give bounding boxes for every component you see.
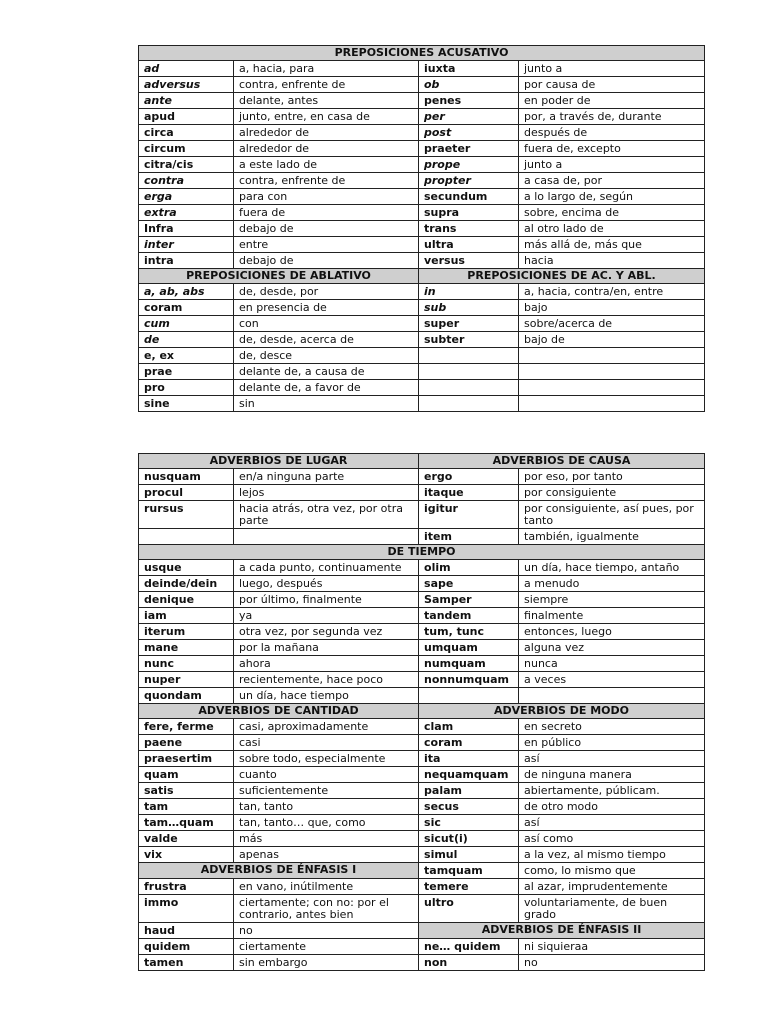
definition-cell: por consiguiente, así pues, por tanto xyxy=(519,501,705,529)
table-row xyxy=(139,640,705,656)
definition-cell: no xyxy=(234,923,419,939)
term-cell: super xyxy=(419,316,519,332)
term-cell: coram xyxy=(419,735,519,751)
term-cell: nequamquam xyxy=(419,767,519,783)
definition-cell: de otro modo xyxy=(519,799,705,815)
header-causa: ADVERBIOS DE CAUSA xyxy=(419,454,705,469)
definition-cell: como, lo mismo que xyxy=(519,863,705,879)
table-row xyxy=(139,815,705,831)
definition-cell: al otro lado de xyxy=(519,221,705,237)
definition-cell: alrededor de xyxy=(234,125,419,141)
definition-cell: siempre xyxy=(519,592,705,608)
table-row xyxy=(139,767,705,783)
definition-cell: entre xyxy=(234,237,419,253)
definition-cell: abiertamente, públicam. xyxy=(519,783,705,799)
term-cell: igitur xyxy=(419,501,519,529)
definition-cell: de, desce xyxy=(234,348,419,364)
header-row xyxy=(139,269,705,284)
definition-cell: suficientemente xyxy=(234,783,419,799)
header-lugar: ADVERBIOS DE LUGAR xyxy=(139,454,419,469)
term-cell: iam xyxy=(139,608,234,624)
term-cell: sicut(i) xyxy=(419,831,519,847)
prepositions-table xyxy=(138,45,705,412)
term-cell: coram xyxy=(139,300,234,316)
term-cell: iterum xyxy=(139,624,234,640)
term-cell: circa xyxy=(139,125,234,141)
definition-cell: después de xyxy=(519,125,705,141)
header-modo: ADVERBIOS DE MODO xyxy=(419,704,705,719)
header-cantidad: ADVERBIOS DE CANTIDAD xyxy=(139,704,419,719)
table-row xyxy=(139,576,705,592)
header-row xyxy=(139,454,705,469)
term-cell: ob xyxy=(419,77,519,93)
table-row xyxy=(139,879,705,895)
definition-cell: sobre/acerca de xyxy=(519,316,705,332)
table-row xyxy=(139,672,705,688)
table-row xyxy=(139,735,705,751)
definition-cell: a casa de, por xyxy=(519,173,705,189)
definition-cell: delante de, a causa de xyxy=(234,364,419,380)
term-cell xyxy=(419,396,519,412)
header-ac-abl: PREPOSICIONES DE AC. Y ABL. xyxy=(419,269,705,284)
term-cell: intra xyxy=(139,253,234,269)
table-row xyxy=(139,656,705,672)
term-cell: erga xyxy=(139,189,234,205)
table-row xyxy=(139,592,705,608)
term-cell: adversus xyxy=(139,77,234,93)
definition-cell: cuanto xyxy=(234,767,419,783)
term-cell xyxy=(419,364,519,380)
term-cell: prope xyxy=(419,157,519,173)
definition-cell: sobre todo, especialmente xyxy=(234,751,419,767)
header-ablativo: PREPOSICIONES DE ABLATIVO xyxy=(139,269,419,284)
term-cell: satis xyxy=(139,783,234,799)
definition-cell: en secreto xyxy=(519,719,705,735)
definition-cell: a veces xyxy=(519,672,705,688)
term-cell: quam xyxy=(139,767,234,783)
term-cell: secus xyxy=(419,799,519,815)
term-cell: sub xyxy=(419,300,519,316)
term-cell: propter xyxy=(419,173,519,189)
term-cell: apud xyxy=(139,109,234,125)
definition-cell: alguna vez xyxy=(519,640,705,656)
term-cell xyxy=(139,529,234,545)
term-cell: olim xyxy=(419,560,519,576)
definition-cell: apenas xyxy=(234,847,419,863)
definition-cell: ciertamente xyxy=(234,939,419,955)
definition-cell: en presencia de xyxy=(234,300,419,316)
definition-cell: debajo de xyxy=(234,221,419,237)
term-cell: nunc xyxy=(139,656,234,672)
term-cell: a, ab, abs xyxy=(139,284,234,300)
definition-cell: junto, entre, en casa de xyxy=(234,109,419,125)
table-row xyxy=(139,109,705,125)
term-cell: itaque xyxy=(419,485,519,501)
term-cell: tum, tunc xyxy=(419,624,519,640)
term-cell: tamquam xyxy=(419,863,519,879)
definition-cell: junto a xyxy=(519,157,705,173)
definition-cell: en poder de xyxy=(519,93,705,109)
table-row xyxy=(139,205,705,221)
definition-cell: a, hacia, para xyxy=(234,61,419,77)
term-cell: procul xyxy=(139,485,234,501)
table-row xyxy=(139,501,705,529)
definition-cell: para con xyxy=(234,189,419,205)
table-row xyxy=(139,125,705,141)
term-cell: ante xyxy=(139,93,234,109)
definition-cell: así xyxy=(519,815,705,831)
definition-cell: no xyxy=(519,955,705,971)
table-row xyxy=(139,469,705,485)
term-cell: sic xyxy=(419,815,519,831)
definition-cell: en vano, inútilmente xyxy=(234,879,419,895)
table-row xyxy=(139,831,705,847)
definition-cell: al azar, imprudentemente xyxy=(519,879,705,895)
term-cell: citra/cis xyxy=(139,157,234,173)
term-cell xyxy=(419,348,519,364)
table-row xyxy=(139,77,705,93)
definition-cell xyxy=(519,380,705,396)
definition-cell: luego, después xyxy=(234,576,419,592)
term-cell: item xyxy=(419,529,519,545)
table-row xyxy=(139,141,705,157)
definition-cell: delante, antes xyxy=(234,93,419,109)
term-cell: praeter xyxy=(419,141,519,157)
definition-cell: un día, hace tiempo xyxy=(234,688,419,704)
table-row xyxy=(139,93,705,109)
definition-cell: en/a ninguna parte xyxy=(234,469,419,485)
term-cell: versus xyxy=(419,253,519,269)
term-cell: iuxta xyxy=(419,61,519,77)
term-cell: non xyxy=(419,955,519,971)
definition-cell xyxy=(234,529,419,545)
definition-cell: sin embargo xyxy=(234,955,419,971)
term-cell: haud xyxy=(139,923,234,939)
definition-cell: lejos xyxy=(234,485,419,501)
term-cell: tam xyxy=(139,799,234,815)
definition-cell: recientemente, hace poco xyxy=(234,672,419,688)
table-row xyxy=(139,364,705,380)
header-row xyxy=(139,704,705,719)
definition-cell xyxy=(519,396,705,412)
definition-cell: un día, hace tiempo, antaño xyxy=(519,560,705,576)
term-cell: ultro xyxy=(419,895,519,923)
definition-cell: ciertamente; con no: por el contrario, antes bien xyxy=(234,895,419,923)
table-row xyxy=(139,300,705,316)
term-cell: nonnumquam xyxy=(419,672,519,688)
term-cell: simul xyxy=(419,847,519,863)
term-cell: mane xyxy=(139,640,234,656)
term-cell: ita xyxy=(419,751,519,767)
term-cell: per xyxy=(419,109,519,125)
definition-cell: en público xyxy=(519,735,705,751)
table-row xyxy=(139,688,705,704)
term-cell: sape xyxy=(419,576,519,592)
definition-cell: ya xyxy=(234,608,419,624)
definition-cell: alrededor de xyxy=(234,141,419,157)
term-cell: sine xyxy=(139,396,234,412)
term-cell: inter xyxy=(139,237,234,253)
term-cell: cum xyxy=(139,316,234,332)
term-cell: in xyxy=(419,284,519,300)
term-cell: post xyxy=(419,125,519,141)
term-cell: quidem xyxy=(139,939,234,955)
term-cell: nuper xyxy=(139,672,234,688)
table-row xyxy=(139,316,705,332)
table-row xyxy=(139,608,705,624)
definition-cell: a cada punto, continuamente xyxy=(234,560,419,576)
definition-cell: finalmente xyxy=(519,608,705,624)
definition-cell: junto a xyxy=(519,61,705,77)
definition-cell: entonces, luego xyxy=(519,624,705,640)
term-cell: paene xyxy=(139,735,234,751)
table-row xyxy=(139,396,705,412)
definition-cell: otra vez, por segunda vez xyxy=(234,624,419,640)
term-cell: secundum xyxy=(419,189,519,205)
term-cell: numquam xyxy=(419,656,519,672)
term-cell: supra xyxy=(419,205,519,221)
definition-cell: por causa de xyxy=(519,77,705,93)
definition-cell: fuera de xyxy=(234,205,419,221)
table-row xyxy=(139,173,705,189)
definition-cell: ahora xyxy=(234,656,419,672)
term-cell: tam…quam xyxy=(139,815,234,831)
definition-cell: casi, aproximadamente xyxy=(234,719,419,735)
term-cell: prae xyxy=(139,364,234,380)
definition-cell: a, hacia, contra/en, entre xyxy=(519,284,705,300)
table-row xyxy=(139,955,705,971)
term-cell: contra xyxy=(139,173,234,189)
term-cell: circum xyxy=(139,141,234,157)
term-cell: praesertim xyxy=(139,751,234,767)
definition-cell: a lo largo de, según xyxy=(519,189,705,205)
definition-cell: a la vez, al mismo tiempo xyxy=(519,847,705,863)
definition-cell: por la mañana xyxy=(234,640,419,656)
table-row xyxy=(139,253,705,269)
term-cell: de xyxy=(139,332,234,348)
term-cell: temere xyxy=(419,879,519,895)
term-cell: frustra xyxy=(139,879,234,895)
term-cell: tandem xyxy=(419,608,519,624)
term-cell: ad xyxy=(139,61,234,77)
table-row xyxy=(139,751,705,767)
term-cell: umquam xyxy=(419,640,519,656)
definition-cell: bajo de xyxy=(519,332,705,348)
table-row xyxy=(139,284,705,300)
definition-cell: sobre, encima de xyxy=(519,205,705,221)
term-cell: usque xyxy=(139,560,234,576)
definition-cell: de, desde, acerca de xyxy=(234,332,419,348)
table-row xyxy=(139,157,705,173)
table-row xyxy=(139,799,705,815)
table-row xyxy=(139,529,705,545)
table-row xyxy=(139,237,705,253)
table-row xyxy=(139,61,705,77)
term-cell: penes xyxy=(419,93,519,109)
term-cell: subter xyxy=(419,332,519,348)
definition-cell: bajo xyxy=(519,300,705,316)
definition-cell: por último, finalmente xyxy=(234,592,419,608)
table-row xyxy=(139,783,705,799)
term-cell: denique xyxy=(139,592,234,608)
definition-cell: sin xyxy=(234,396,419,412)
definition-cell: de ninguna manera xyxy=(519,767,705,783)
table-row xyxy=(139,560,705,576)
table-row xyxy=(139,332,705,348)
definition-cell: más xyxy=(234,831,419,847)
table-row xyxy=(139,847,705,863)
table-row xyxy=(139,221,705,237)
definition-cell: hacia atrás, otra vez, por otra parte xyxy=(234,501,419,529)
term-cell xyxy=(419,688,519,704)
header-row xyxy=(139,46,705,61)
table-row xyxy=(139,189,705,205)
term-cell: valde xyxy=(139,831,234,847)
definition-cell: por, a través de, durante xyxy=(519,109,705,125)
header-enfasis1: ADVERBIOS DE ÉNFASIS I xyxy=(139,863,419,879)
header-row xyxy=(139,863,705,879)
definition-cell: nunca xyxy=(519,656,705,672)
definition-cell: tan, tanto… que, como xyxy=(234,815,419,831)
definition-cell: voluntariamente, de buen grado xyxy=(519,895,705,923)
header-row xyxy=(139,545,705,560)
table-row xyxy=(139,923,705,939)
term-cell: quondam xyxy=(139,688,234,704)
definition-cell: de, desde, por xyxy=(234,284,419,300)
definition-cell xyxy=(519,348,705,364)
term-cell: fere, ferme xyxy=(139,719,234,735)
table-row xyxy=(139,348,705,364)
table-row xyxy=(139,485,705,501)
definition-cell: contra, enfrente de xyxy=(234,173,419,189)
term-cell: nusquam xyxy=(139,469,234,485)
adverbs-table xyxy=(138,453,705,971)
definition-cell: por eso, por tanto xyxy=(519,469,705,485)
definition-cell: también, igualmente xyxy=(519,529,705,545)
term-cell: trans xyxy=(419,221,519,237)
definition-cell: debajo de xyxy=(234,253,419,269)
term-cell: ne… quidem xyxy=(419,939,519,955)
definition-cell: a este lado de xyxy=(234,157,419,173)
term-cell: e, ex xyxy=(139,348,234,364)
table-row xyxy=(139,380,705,396)
term-cell: vix xyxy=(139,847,234,863)
definition-cell: así xyxy=(519,751,705,767)
definition-cell xyxy=(519,364,705,380)
definition-cell xyxy=(519,688,705,704)
definition-cell: fuera de, excepto xyxy=(519,141,705,157)
term-cell: palam xyxy=(419,783,519,799)
term-cell: deinde/dein xyxy=(139,576,234,592)
table-row xyxy=(139,895,705,923)
definition-cell: delante de, a favor de xyxy=(234,380,419,396)
definition-cell: tan, tanto xyxy=(234,799,419,815)
table-row xyxy=(139,719,705,735)
term-cell xyxy=(419,380,519,396)
term-cell: extra xyxy=(139,205,234,221)
definition-cell: casi xyxy=(234,735,419,751)
term-cell: clam xyxy=(419,719,519,735)
term-cell: rursus xyxy=(139,501,234,529)
table-row xyxy=(139,939,705,955)
table-row xyxy=(139,624,705,640)
definition-cell: más allá de, más que xyxy=(519,237,705,253)
term-cell: ergo xyxy=(419,469,519,485)
definition-cell: por consiguiente xyxy=(519,485,705,501)
term-cell: ultra xyxy=(419,237,519,253)
definition-cell: con xyxy=(234,316,419,332)
term-cell: Infra xyxy=(139,221,234,237)
term-cell: Samper xyxy=(419,592,519,608)
header-acusativo: PREPOSICIONES ACUSATIVO xyxy=(139,46,705,61)
definition-cell: a menudo xyxy=(519,576,705,592)
term-cell: immo xyxy=(139,895,234,923)
term-cell: tamen xyxy=(139,955,234,971)
definition-cell: contra, enfrente de xyxy=(234,77,419,93)
definition-cell: hacia xyxy=(519,253,705,269)
definition-cell: así como xyxy=(519,831,705,847)
header-tiempo: DE TIEMPO xyxy=(139,545,705,560)
term-cell: pro xyxy=(139,380,234,396)
definition-cell: ni siquieraa xyxy=(519,939,705,955)
header-enfasis2: ADVERBIOS DE ÉNFASIS II xyxy=(419,923,705,939)
